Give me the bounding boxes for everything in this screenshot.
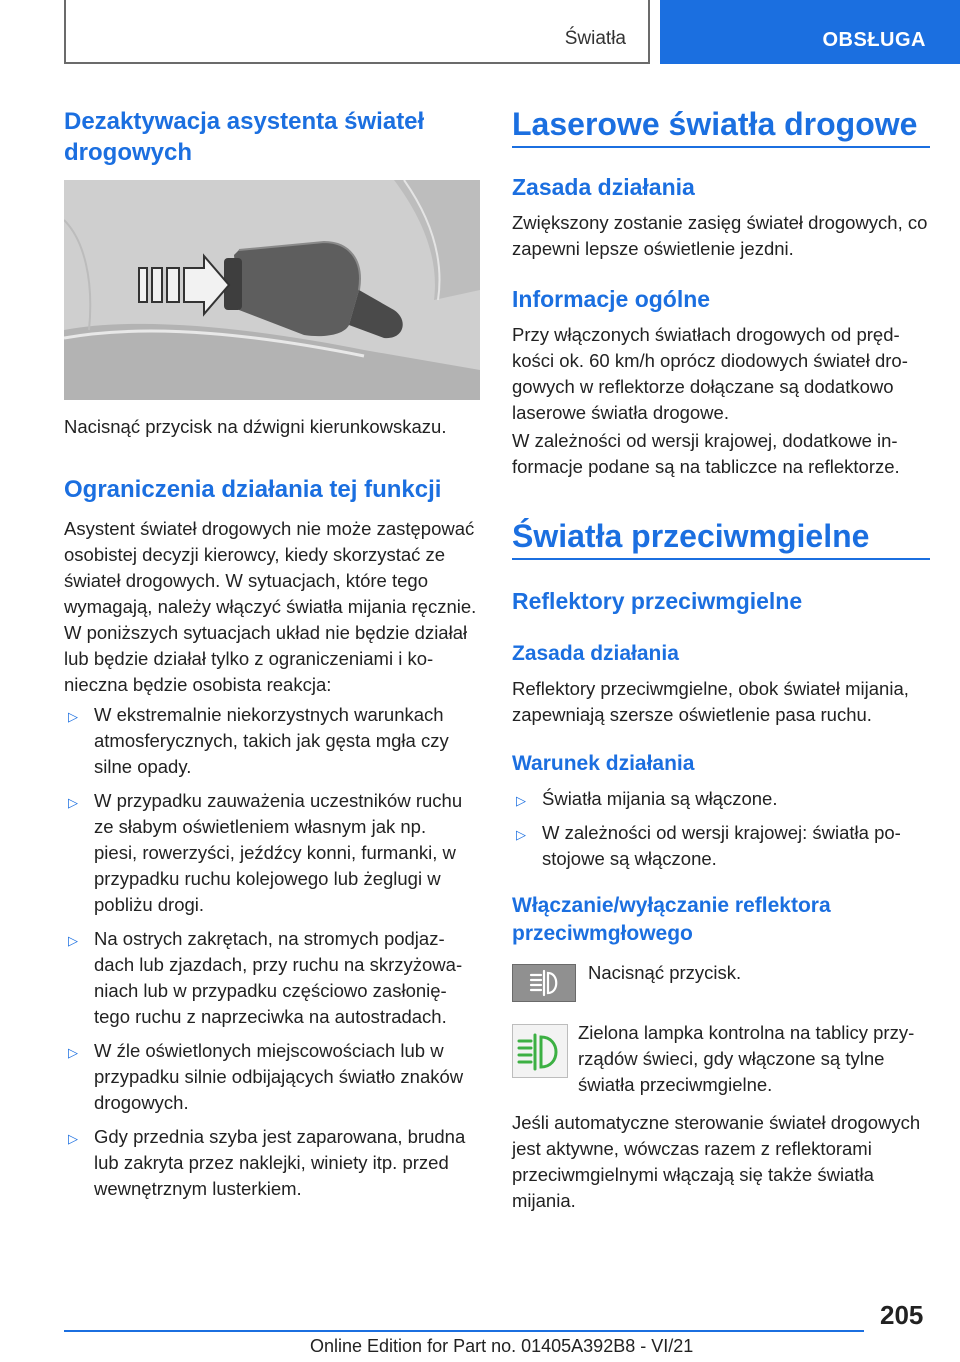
heading-rule (512, 146, 930, 148)
list-item: ▷ Gdy przednia szyba jest zaparowana, brudna lub zakryta przez naklejki, winiety itp. przed wewnętrznym lusterkiem. (68, 1126, 466, 1199)
list-item: ▷ W źle oświetlonych miejscowościach lub w przypadku silnie odbijających światło znaków drogowych. (68, 1040, 464, 1113)
page-number: 205 (880, 1300, 924, 1330)
heading-deactivate: Dezaktywacja asystenta świateł drogowych (64, 108, 425, 166)
list-item: ▷ W zależności od wersji krajowej: światła postojowe są włączone. (516, 822, 901, 869)
header-chapter-tab (660, 0, 960, 64)
auto-paragraph: Jeśli automatyczne sterowanie świateł drogowych jest aktywne, wówczas razem z reflektorami przeciwmgielnymi włączają się także światła mijania. (512, 1112, 921, 1211)
general-paragraph-2: W zależności od wersji krajowej, dodatkowe informacje podane są na tabliczce na reflektorze. (512, 430, 900, 477)
bullet-triangle-icon: ▷ (516, 827, 526, 842)
footer-edition: Online Edition for Part no. 01405A392B8 - VI/21 (310, 1336, 694, 1356)
bullet-triangle-icon: ▷ (516, 793, 526, 808)
limits-paragraph-2: W poniższych sytuacjach układ nie będzie działał lub będzie działał tylko z ograniczeniami i konieczna będzie osobista reakcja: (64, 622, 468, 695)
photo-caption: Nacisnąć przycisk na dźwigni kierunkowskazu. (64, 416, 447, 437)
heading-fog-principle: Zasada działania (512, 642, 679, 665)
heading-fog: Światła przeciwmgielne (512, 518, 870, 554)
rear-fog-light-indicator-icon (512, 1024, 568, 1078)
header-chapter-label: OBSŁUGA (822, 29, 926, 51)
rear-fog-light-icon (512, 964, 576, 1002)
lever-photo (64, 180, 480, 400)
bullet-triangle-icon: ▷ (68, 933, 78, 948)
heading-condition: Warunek działania (512, 752, 695, 775)
limits-paragraph-1: Asystent świateł drogowych nie może zastępować osobistej decyzji kierowcy, kiedy skorzystać ze świateł drogowych. W sytuacjach, które tego wymagają, należy włączyć światła mijania ręcznie. (64, 518, 477, 617)
header-section-title: Światła (564, 28, 626, 49)
condition-bullet-list (512, 786, 930, 880)
principle-paragraph: Zwiększony zostanie zasięg świateł drogowych, co zapewni lepsze oświetlenie jezdni. (512, 212, 928, 259)
indicator-paragraph: Zielona lampka kontrolna na tablicy przyrządów świeci, gdy włączone są tylne światła przeciwmgielne. (578, 1022, 915, 1095)
press-button-text: Nacisnąć przycisk. (588, 962, 742, 983)
limits-bullet-list (64, 702, 474, 1210)
fog-principle-paragraph: Reflektory przeciwmgielne, obok świateł mijania, zapewniają szersze oświetlenie pasa ruchu. (512, 678, 909, 725)
list-item: ▷ W ekstremalnie niekorzystnych warunkach atmosferycznych, takich jak gęsta mgła czy silne opady. (68, 704, 449, 777)
footer-rule (64, 1330, 864, 1332)
heading-switch: Włączanie/wyłączanie reflektora przeciwmgłowego (512, 894, 831, 945)
heading-laser: Laserowe światła drogowe (512, 106, 918, 142)
list-item: ▷ Na ostrych zakrętach, na stromych podjazdach lub zjazdach, przy ruchu na skrzyżowaniach lub w przypadku częściowo zasłoniętego ruchu z naprzeciwka na autostradach. (68, 928, 463, 1027)
list-item: ▷ W przypadku zauważenia uczestników ruchu ze słabym oświetleniem własnym jak np. piesi, rowerzyści, jeźdźcy konni, furmanki, w przypadku ruchu kolejowego lub żeglugi w pobliżu drogi. (68, 790, 463, 915)
heading-fog-lights: Reflektory przeciwmgielne (512, 588, 803, 614)
heading-limits: Ograniczenia działania tej funkcji (64, 476, 442, 503)
bullet-triangle-icon: ▷ (68, 709, 78, 724)
bullet-triangle-icon: ▷ (68, 795, 78, 810)
heading-principle: Zasada działania (512, 174, 695, 200)
list-item: ▷ Światła mijania są włączone. (512, 786, 930, 812)
bullet-triangle-icon: ▷ (68, 1045, 78, 1060)
header-section-box (64, 0, 650, 64)
bullet-triangle-icon: ▷ (68, 1131, 78, 1146)
heading-general: Informacje ogólne (512, 286, 711, 312)
general-paragraph-1: Przy włączonych światłach drogowych od prędkości ok. 60 km/h oprócz diodowych świateł drogowych w reflektorze dołączane są dodatkowo laserowe światła drogowe. (512, 324, 908, 423)
heading-rule (512, 558, 930, 560)
